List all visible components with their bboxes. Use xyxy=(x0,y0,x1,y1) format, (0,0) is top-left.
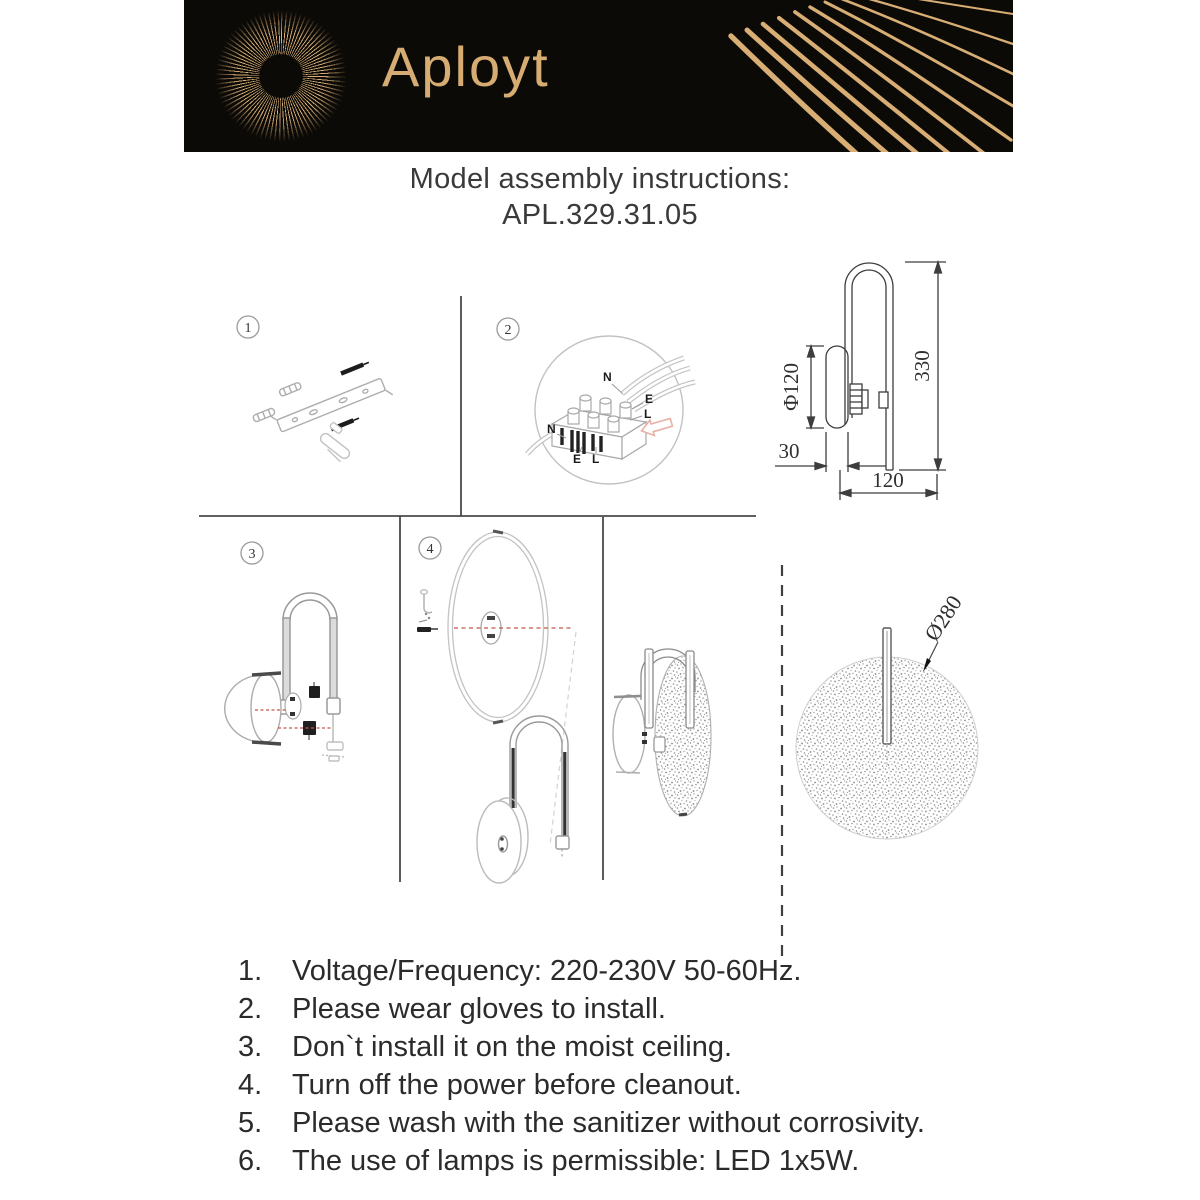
dim-disc-diameter-label: Ø280 xyxy=(919,590,967,646)
instruction-item xyxy=(238,1032,1068,1062)
dim-disc-diameter xyxy=(919,591,967,672)
instruction-text: The use of lamps is permissible: LED 1x5W. xyxy=(292,1145,860,1177)
instruction-text: Don`t install it on the moist ceiling. xyxy=(292,1031,733,1063)
instruction-number: 1. xyxy=(238,955,263,987)
instruction-text: Turn off the power before cleanout. xyxy=(292,1069,742,1101)
label-e-right: E xyxy=(645,392,654,406)
wall-anchor xyxy=(252,408,275,423)
instruction-item xyxy=(238,994,1068,1024)
fixing-screws xyxy=(303,682,320,740)
dim-height-label: 330 xyxy=(910,350,934,382)
step-2-number: 2 xyxy=(504,323,512,338)
disc-attachment-sketch xyxy=(417,531,576,883)
leader-guide xyxy=(550,632,576,845)
dim-120 xyxy=(840,468,937,500)
instruction-item xyxy=(238,1146,1068,1176)
label-l-bottom: L xyxy=(592,452,600,466)
dim-30 xyxy=(775,432,886,472)
instruction-item xyxy=(238,956,1068,986)
instruction-text: Please wash with the sanitizer without corrosivity. xyxy=(292,1107,925,1139)
textured-disc xyxy=(655,656,711,816)
instruction-number: 3. xyxy=(238,1031,263,1063)
canopy xyxy=(613,695,645,773)
disc-front-view xyxy=(796,591,978,839)
instruction-text: Voltage/Frequency: 220-230V 50-60Hz. xyxy=(292,955,802,987)
canopy-mounting-sketch xyxy=(225,593,345,761)
instruction-number: 5. xyxy=(238,1107,263,1139)
model-number: APL.329.31.05 xyxy=(502,199,698,231)
wiring-detail xyxy=(527,336,695,484)
screw xyxy=(341,362,369,373)
instruction-text: Please wear gloves to install. xyxy=(292,993,666,1025)
instruction-item xyxy=(238,1108,1068,1138)
assembled-lamp-view xyxy=(613,649,711,816)
step-3-number: 3 xyxy=(248,547,256,562)
label-l-right: L xyxy=(644,407,652,421)
dimension-drawing xyxy=(775,262,946,500)
label-n-left: N xyxy=(547,422,556,436)
dim-depth-label: 120 xyxy=(872,468,904,492)
wall-anchor xyxy=(279,382,302,397)
instruction-list xyxy=(238,956,1068,1184)
instruction-number: 6. xyxy=(238,1145,263,1177)
step-1-number: 1 xyxy=(244,321,252,336)
base-drum xyxy=(477,798,528,883)
small-handle-part xyxy=(319,422,352,462)
lamp-disc xyxy=(448,531,548,723)
dim-offset-label: 30 xyxy=(778,439,800,463)
step-4-number: 4 xyxy=(426,542,434,557)
page-title: Model assembly instructions: xyxy=(409,163,791,195)
instruction-item xyxy=(238,1070,1068,1100)
instruction-number: 2. xyxy=(238,993,263,1025)
screw-parts xyxy=(417,590,438,632)
dim-plate-diameter xyxy=(779,346,824,428)
holder-bracket xyxy=(850,384,888,414)
lower-fitting xyxy=(322,742,345,761)
label-e-bottom: E xyxy=(573,452,582,466)
step-badges xyxy=(237,316,519,564)
dim-330 xyxy=(899,262,946,470)
label-n-top: N xyxy=(603,370,612,384)
brand-name: Aployt xyxy=(382,35,550,98)
dim-plate-diameter-label: Ф120 xyxy=(779,362,803,412)
disc-bottom-mark xyxy=(679,814,687,815)
instruction-number: 4. xyxy=(238,1069,263,1101)
lamp-arch xyxy=(845,263,893,470)
mounting-bracket-sketch xyxy=(247,351,396,462)
